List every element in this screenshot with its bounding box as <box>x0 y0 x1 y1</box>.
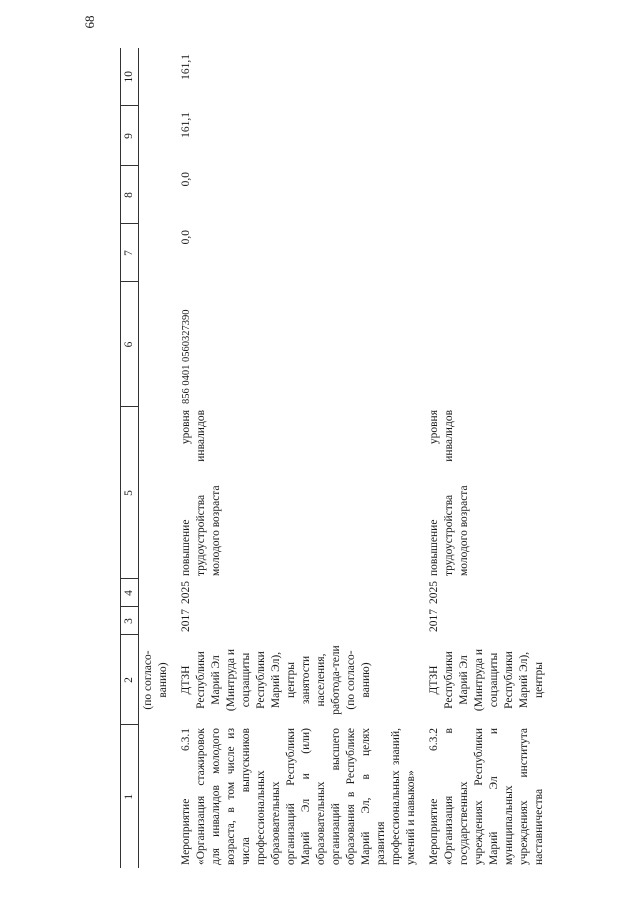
col-header-3: 3 <box>121 607 139 635</box>
value-col-10 <box>139 48 174 106</box>
document-page <box>120 48 640 868</box>
budget-code: 856 0401 0560327390 <box>181 309 192 404</box>
col-header-1: 1 <box>121 725 139 868</box>
value-col-9 <box>139 106 174 166</box>
end-year: 2025 <box>428 581 440 604</box>
value-col-10: 161,1 <box>180 54 192 80</box>
value-col-7 <box>425 224 549 282</box>
expected-result: повышение уровня трудоустройства инвалидов молодого возраста <box>428 410 470 576</box>
end-year <box>139 579 174 607</box>
value-col-10 <box>425 48 549 106</box>
col-header-4: 4 <box>121 579 139 607</box>
value-col-8 <box>425 166 549 224</box>
budget-code <box>139 282 174 407</box>
measure-name: Мероприятие 6.3.1 «Организация стажировок для инвалидов молодого возраста, в том числе из числа выпускников профессиональных образовательных организаций Республики Марий Эл и (или) образовательных организаций высшего образования в Республике Марий Эл, в целях развития профессиональных знаний, умений и навыков» <box>180 728 417 865</box>
executor: ДТЗН Республики Марий Эл (Минтруда и соцзащиты Республики Марий Эл), центры <box>428 648 545 712</box>
col-header-7: 7 <box>121 224 139 282</box>
value-col-8: 0,0 <box>180 172 192 187</box>
expected-result: повышение уровня трудоустройства инвалидов молодого возраста <box>180 410 222 576</box>
measure-name <box>139 725 174 868</box>
col-header-2: 2 <box>121 635 139 725</box>
program-table <box>120 48 549 868</box>
budget-code <box>425 282 549 407</box>
start-year <box>139 607 174 635</box>
end-year: 2025 <box>180 581 192 604</box>
executor: ДТЗН Республики Марий Эл (Минтруда и соцзащиты Республики Марий Эл), центры занятости населения, работода-тели (по согласо-ванию) <box>180 645 372 715</box>
table-row <box>177 48 421 868</box>
table-row <box>425 48 549 868</box>
value-col-7: 0,0 <box>180 230 192 245</box>
col-header-5: 5 <box>121 407 139 579</box>
table-row <box>139 48 174 868</box>
expected-result <box>139 407 174 579</box>
start-year: 2017 <box>428 609 440 632</box>
col-header-8: 8 <box>121 166 139 224</box>
col-header-9: 9 <box>121 106 139 166</box>
start-year: 2017 <box>180 609 192 632</box>
col-header-6: 6 <box>121 282 139 407</box>
measure-name: Мероприятие 6.3.2 «Организация в государственных учреждениях Республики Марий Эл и муниципальных учреждениях института наставничества <box>428 728 545 865</box>
col-header-10: 10 <box>121 48 139 106</box>
value-col-8 <box>139 166 174 224</box>
value-col-7 <box>139 224 174 282</box>
page-number: 68 <box>82 15 97 29</box>
value-col-9 <box>425 106 549 166</box>
rotated-content <box>120 48 640 868</box>
executor: (по согласо-ванию) <box>142 650 169 710</box>
column-numbers-row <box>121 48 139 868</box>
value-col-9: 161,1 <box>180 112 192 138</box>
